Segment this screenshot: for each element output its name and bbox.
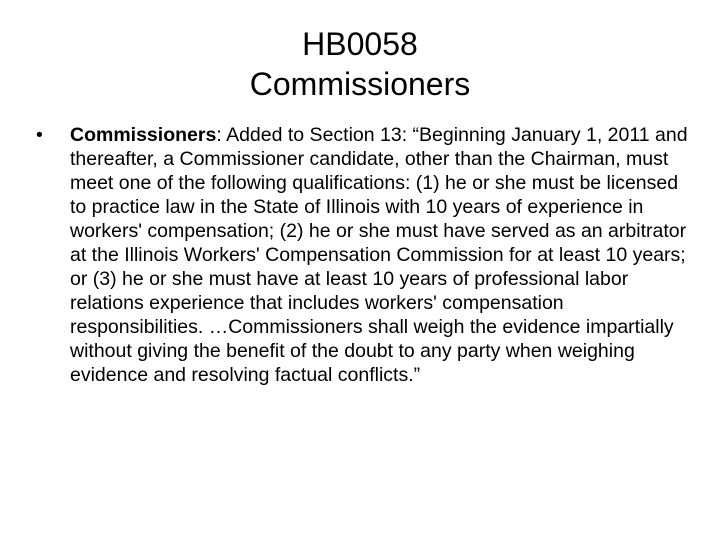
title-topic: Commissioners <box>249 66 471 102</box>
bullet-text: : Added to Section 13: “Beginning January 1, 2011 and thereafter, a Commissioner candidate, other than the Chairman, must meet one of the following qualifications: (1) he or she must be licensed to practice law in the State of Illinois with 10 years of experience in workers' compensation; (2) he or she must have served as an arbitrator at the Illinois Workers' Compensation Commission for at least 10 years; or (3) he or she must have at least 10 years of professional labor relations experience that includes workers' compensation responsibilities. …Commissioners shall weigh the evidence impartially without giving the benefit of the doubt to any party when weighing evidence and resolving factual conflicts.” <box>70 124 688 386</box>
bullet-item <box>36 123 692 387</box>
bullet-list <box>36 123 692 387</box>
bullet-icon: • <box>36 124 43 146</box>
slide-title <box>60 24 660 104</box>
title-bill-number: HB0058 <box>302 26 418 62</box>
bullet-lead: Commissioners <box>70 124 217 146</box>
